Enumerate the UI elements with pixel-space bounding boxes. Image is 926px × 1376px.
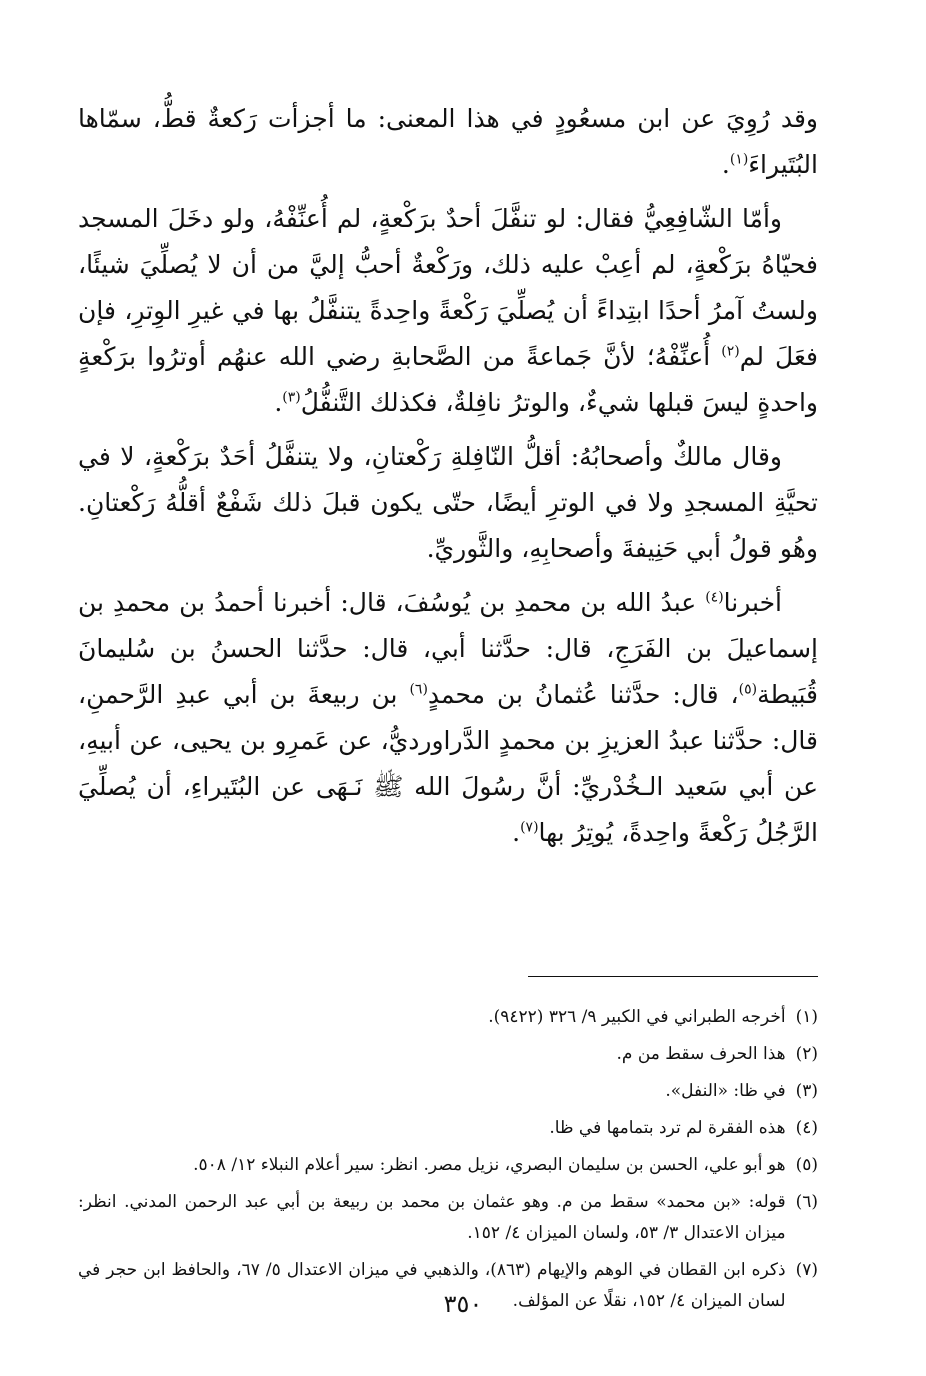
- page-number: ٣٥٠: [443, 1290, 483, 1318]
- footnote-ref[interactable]: (٦): [409, 681, 428, 698]
- paragraph-shafii: [78, 196, 818, 426]
- footnote-item: [78, 1002, 818, 1033]
- paragraph-text: ، قال: حدَّثنا عُثمانُ بن محمدٍ: [427, 680, 739, 709]
- footnote-number: (٥): [795, 1155, 818, 1175]
- paragraph-text: وقد رُوِيَ عن ابن مسعُودٍ في هذا المعنى: ما أجزأت رَكعةٌ قطُّ، سمّاها البُتَيراءَ: [78, 104, 818, 179]
- footnote-item: [78, 1076, 818, 1107]
- footnote-item: [78, 1150, 818, 1181]
- paragraph-text: .: [721, 150, 730, 179]
- paragraph-text: .: [274, 388, 283, 417]
- paragraph-text: .: [512, 818, 521, 847]
- footnote-item: [78, 1113, 818, 1144]
- footnote-ref[interactable]: (٣): [282, 389, 301, 406]
- footnote-ref[interactable]: (٢): [721, 343, 740, 360]
- footnote-item: [78, 1039, 818, 1070]
- paragraph-text: وقال مالكٌ وأصحابُهُ: أقلُّ النّافِلةِ رَكْعتانِ، ولا يتنفَّلُ أحَدٌ برَكْعةٍ، لا في تحيَّةِ المسجدِ ولا في الوترِ أيضًا، حتّى يكون قبلَ ذلك شَفْعٌ أقلُّهُ رَكْعتانِ. وهُو قولُ أبي حَنِيفةَ وأصحابِهِ، والثَّوريِّ.: [78, 442, 818, 563]
- footnote-number: (٧): [795, 1260, 818, 1280]
- footnote-separator: [528, 976, 818, 977]
- paragraph-malik: [78, 434, 818, 572]
- paragraph-text: أخبرنا: [723, 588, 782, 617]
- footnote-text: في ظا: «النفل».: [665, 1081, 786, 1101]
- paragraph-ibn-masud: [78, 96, 818, 188]
- paragraph-text: أُعنِّفْهُ؛ لأنَّ جَماعةً من الصَّحابةِ رضي الله عنهُم أوترُوا برَكْعةٍ واحدةٍ ليسَ قبلها شيءٌ، والوترُ نافِلةٌ، فكذلك التَّنفُّلُ: [78, 342, 818, 417]
- footnote-ref[interactable]: (٥): [738, 681, 758, 698]
- footnote-text: هذه الفقرة لم ترد بتمامها في ظا.: [549, 1118, 786, 1138]
- footnote-text: هو أبو علي، الحسن بن سليمان البصري، نزيل مصر. انظر: سير أعلام النبلاء ١٢/ ٥٠٨.: [193, 1155, 786, 1175]
- footnote-number: (٤): [795, 1118, 818, 1138]
- footnote-text: أخرجه الطبراني في الكبير ٩/ ٣٢٦ (٩٤٢٢).: [488, 1007, 786, 1027]
- footnote-number: (٢): [795, 1044, 818, 1064]
- footnote-ref[interactable]: (١): [729, 151, 749, 168]
- paragraph-text: وأمّا الشّافِعِيُّ فقال: لو تنفَّلَ أحدٌ برَكْعةٍ، لم أُعنِّفْهُ، ولو دخَلَ المسجد فحيّاهُ برَكْعةٍ، لم أعِبْ عليه ذلك، ورَكْعةٌ أحبُّ إليَّ من أن لا يُصلِّيَ شيئًا، ولستُ آمرُ أحدًا ابتِداءً أن يُصلِّيَ رَكْعةً واحِدةً يتنفَّلُ بها في غيرِ الوِترِ، فإن فعَلَ لم: [78, 204, 818, 371]
- footnote-text: ذكره ابن القطان في الوهم والإيهام (٨٦٣)، والذهبي في ميزان الاعتدال ٥/ ٦٧، والحافظ ابن حجر في لسان الميزان ٤/ ١٥٢، نقلًا عن المؤلف.: [78, 1260, 786, 1311]
- footnotes-section: [78, 1002, 818, 1323]
- footnote-number: (٣): [795, 1081, 818, 1101]
- footnote-item: [78, 1187, 818, 1249]
- footnote-ref[interactable]: (٧): [520, 819, 539, 836]
- paragraph-text: بن ربيعةَ بن أبي عبدِ الرَّحمنِ، قال: حدَّثنا عبدُ العزيزِ بن محمدٍ الدَّراورديُّ، عن عَمرِو بن يحيى، عن أبيهِ، عن أبي سَعيد الـخُدْريِّ: أنَّ رسُولَ الله ﷺ نَـهَى عن البُتَيراءِ، أن يُصلِّيَ الرَّجُلُ رَكْعةً واحِدةً، يُوتِرُ بها: [78, 680, 818, 847]
- footnote-ref[interactable]: (٤): [705, 589, 724, 606]
- paragraph-isnad: [78, 580, 818, 856]
- footnote-text: قوله: «بن محمد» سقط من م. وهو عثمان بن محمد بن ربيعة بن أبي عبد الرحمن المدني. انظر: ميزان الاعتدال ٣/ ٥٣، ولسان الميزان ٤/ ١٥٢.: [78, 1192, 786, 1243]
- paragraph-text: عبدُ الله بن محمدِ بن يُوسُفَ، قال: أخبرنا أحمدُ بن محمدِ بن إسماعيلَ بن الفَرَجِ، قال: حدَّثنا أبي، قال: حدَّثنا الحسنُ بن سُليمانَ قُبَيطة: [78, 588, 819, 709]
- footnote-number: (١): [795, 1007, 818, 1027]
- footnote-number: (٦): [795, 1192, 818, 1212]
- footnote-text: هذا الحرف سقط من م.: [616, 1044, 786, 1064]
